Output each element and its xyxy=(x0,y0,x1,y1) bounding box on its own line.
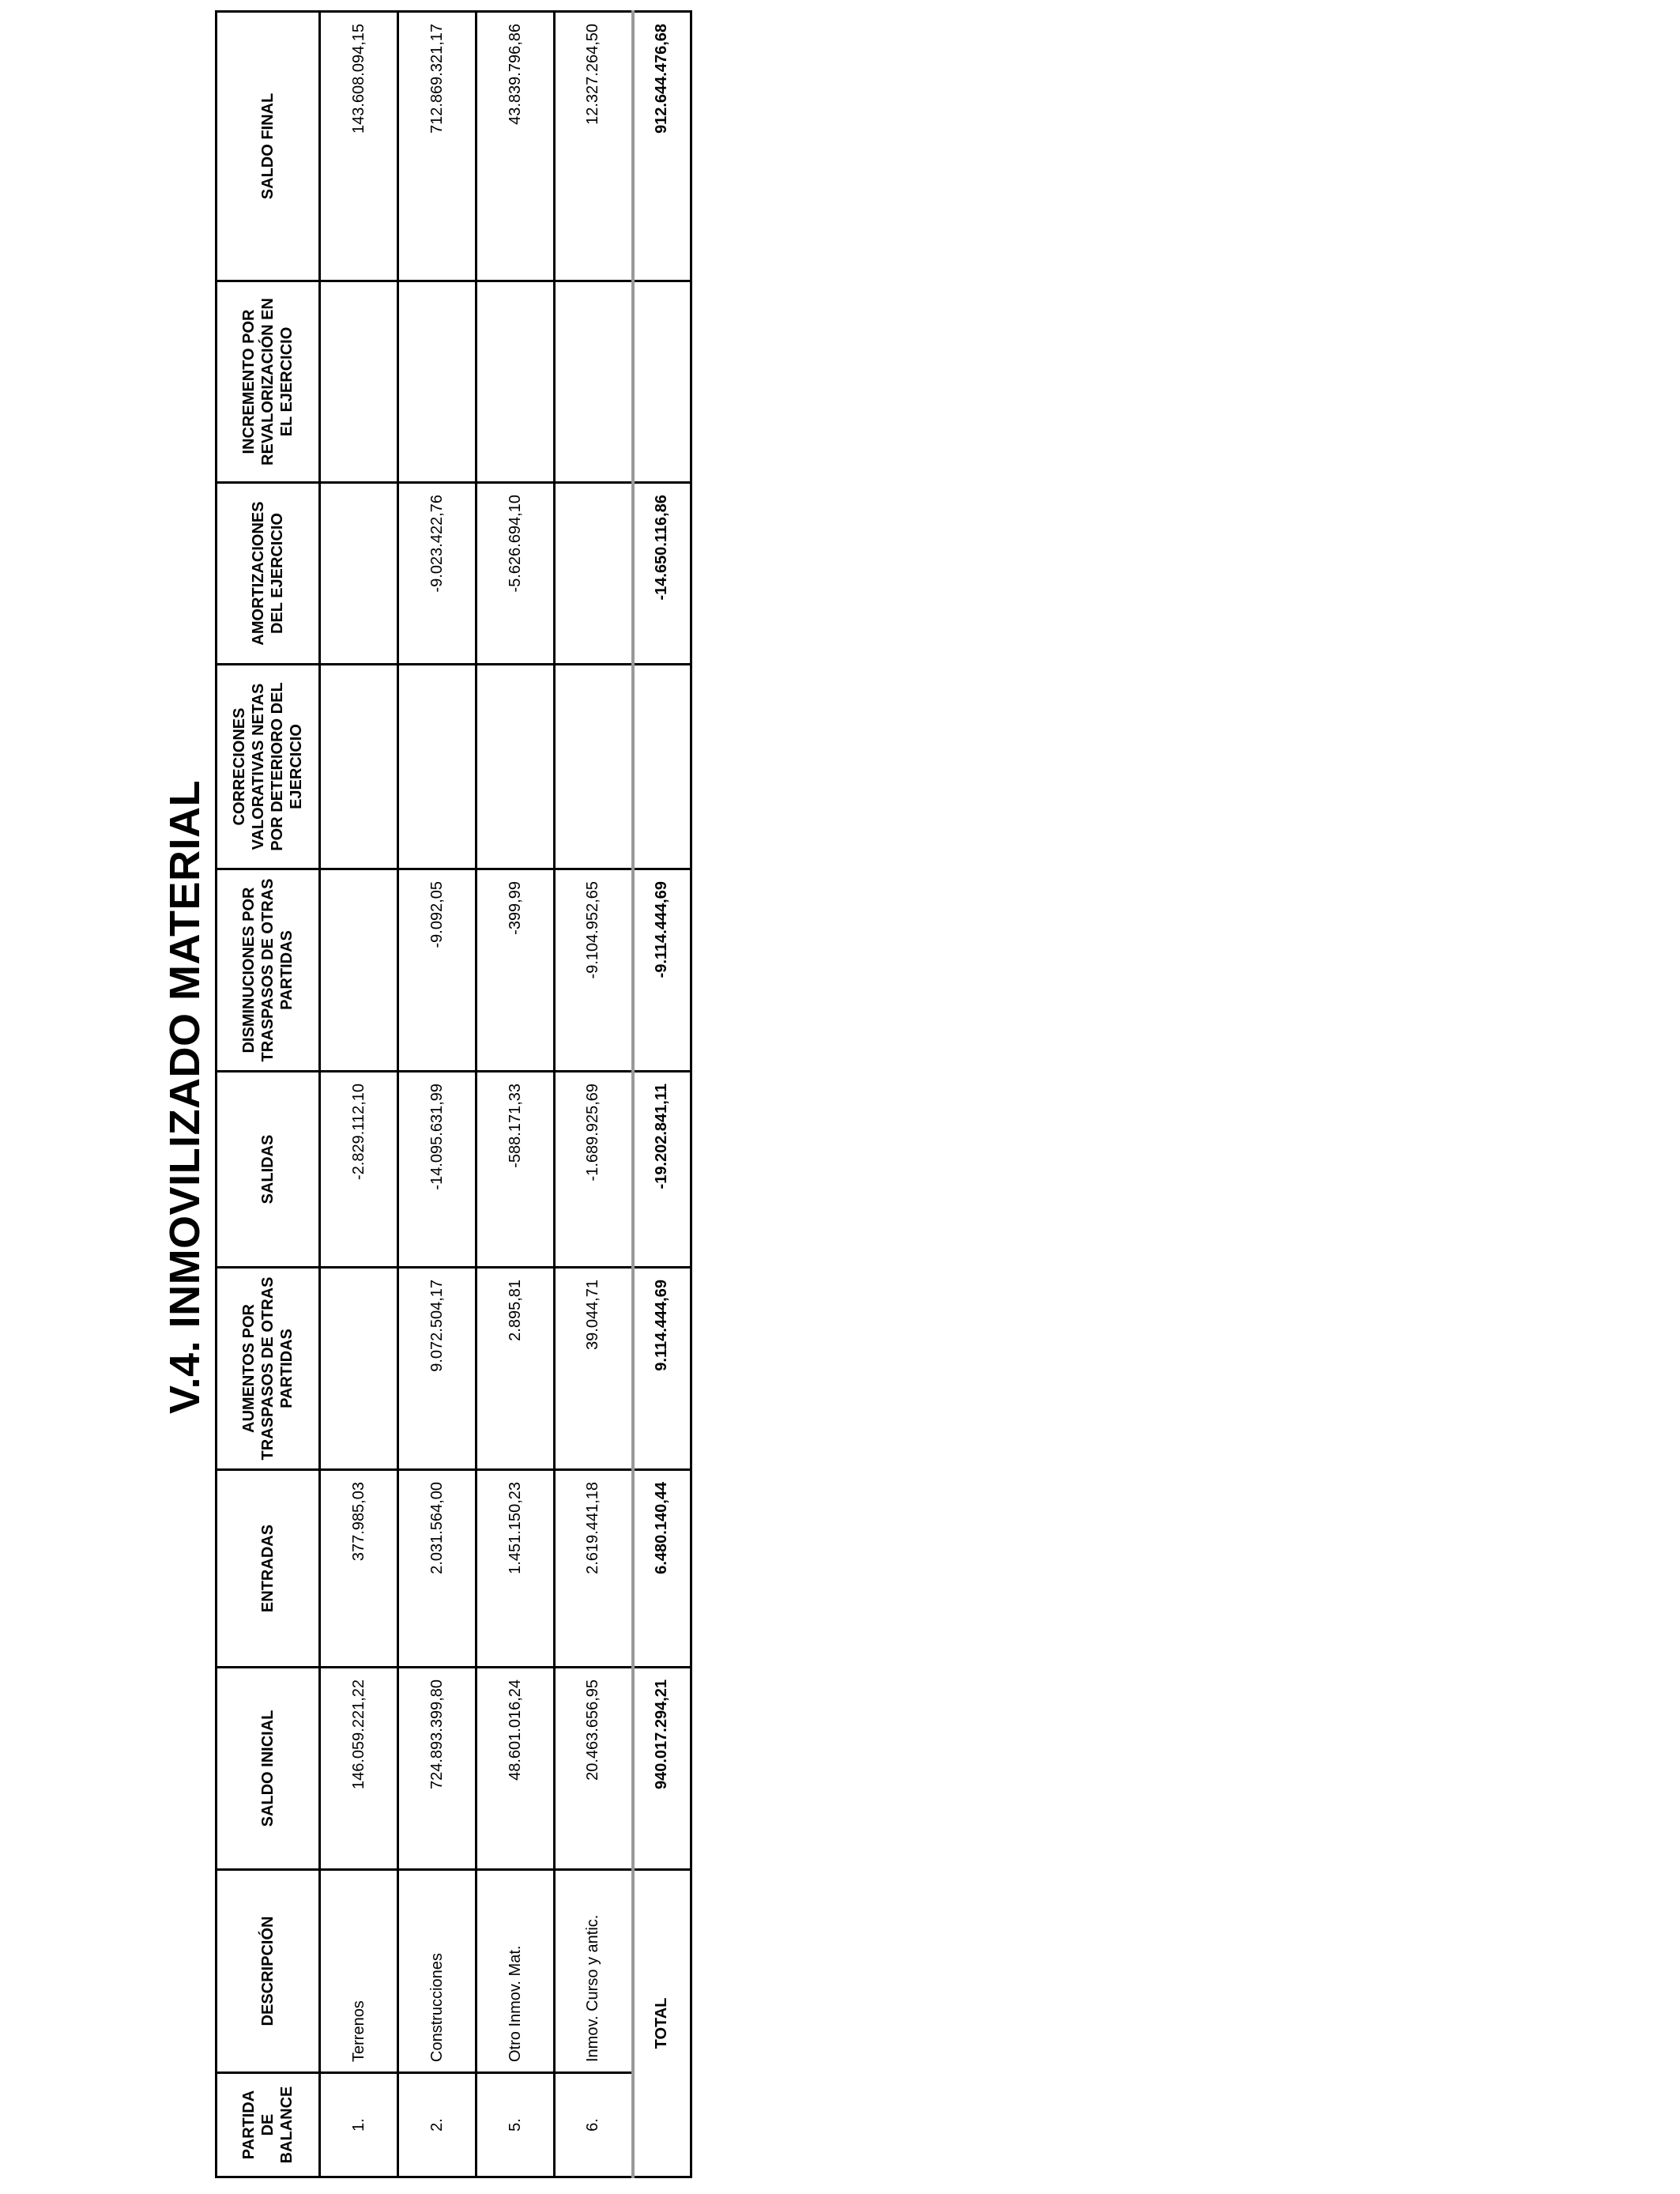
cell-saldo-final: 12.327.264,50 xyxy=(555,12,633,281)
cell-saldo-final: 712.869.321,17 xyxy=(398,12,477,281)
total-entradas: 6.480.140,44 xyxy=(633,1470,691,1668)
cell-saldo-inicial: 146.059.221,22 xyxy=(320,1668,398,1870)
header-amortizaciones: AMORTIZACIONES DEL EJERCICIO xyxy=(217,483,320,665)
cell-salidas: -1.689.925,69 xyxy=(555,1072,633,1268)
cell-incremento xyxy=(398,281,477,483)
cell-disminuciones: -399,99 xyxy=(477,869,555,1072)
cell-entradas: 2.619.441,18 xyxy=(555,1470,633,1668)
header-partida: PARTIDA DE BALANCE xyxy=(217,2073,320,2177)
table-row xyxy=(398,12,477,2177)
header-aumentos: AUMENTOS POR TRASPASOS DE OTRAS PARTIDAS xyxy=(217,1268,320,1470)
cell-saldo-final: 143.608.094,15 xyxy=(320,12,398,281)
header-entradas: ENTRADAS xyxy=(217,1470,320,1668)
cell-saldo-final: 43.839.796,86 xyxy=(477,12,555,281)
cell-entradas: 2.031.564,00 xyxy=(398,1470,477,1668)
total-aumentos: 9.114.444,69 xyxy=(633,1268,691,1470)
cell-entradas: 377.985,03 xyxy=(320,1470,398,1668)
page-title: V.4. INMOVILIZADO MATERIAL xyxy=(161,779,209,1415)
cell-entradas: 1.451.150,23 xyxy=(477,1470,555,1668)
cell-partida: 5. xyxy=(477,2073,555,2177)
cell-saldo-inicial: 20.463.656,95 xyxy=(555,1668,633,1870)
cell-partida: 6. xyxy=(555,2073,633,2177)
cell-salidas: -2.829.112,10 xyxy=(320,1072,398,1268)
cell-aumentos: 39.044,71 xyxy=(555,1268,633,1470)
cell-aumentos: 2.895,81 xyxy=(477,1268,555,1470)
header-saldo-inicial: SALDO INICIAL xyxy=(217,1668,320,1870)
header-correcciones: CORRECIONES VALORATIVAS NETAS POR DETERIORO DEL EJERCICIO xyxy=(217,665,320,869)
cell-correcciones xyxy=(555,665,633,869)
total-label: TOTAL xyxy=(633,1870,691,2177)
total-saldo-inicial: 940.017.294,21 xyxy=(633,1668,691,1870)
cell-descripcion: Construcciones xyxy=(398,1870,477,2073)
header-disminuciones: DISMINUCIONES POR TRASPASOS DE OTRAS PARTIDAS xyxy=(217,869,320,1072)
header-salidas: SALIDAS xyxy=(217,1072,320,1268)
cell-amortizaciones xyxy=(320,483,398,665)
total-row xyxy=(633,12,691,2177)
cell-saldo-inicial: 48.601.016,24 xyxy=(477,1668,555,1870)
total-saldo-final: 912.644.476,68 xyxy=(633,12,691,281)
cell-incremento xyxy=(477,281,555,483)
cell-amortizaciones: -5.626.694,10 xyxy=(477,483,555,665)
total-incremento xyxy=(633,281,691,483)
cell-salidas: -14.095.631,99 xyxy=(398,1072,477,1268)
cell-disminuciones: -9.104.952,65 xyxy=(555,869,633,1072)
cell-incremento xyxy=(320,281,398,483)
header-saldo-final: SALDO FINAL xyxy=(217,12,320,281)
cell-descripcion: Otro Inmov. Mat. xyxy=(477,1870,555,2073)
header-descripcion: DESCRIPCIÓN xyxy=(217,1870,320,2073)
cell-descripcion: Inmov. Curso y antic. xyxy=(555,1870,633,2073)
table-row xyxy=(555,12,633,2177)
cell-aumentos xyxy=(320,1268,398,1470)
cell-correcciones xyxy=(320,665,398,869)
total-amortizaciones: -14.650.116,86 xyxy=(633,483,691,665)
table-row xyxy=(320,12,398,2177)
total-salidas: -19.202.841,11 xyxy=(633,1072,691,1268)
cell-partida: 2. xyxy=(398,2073,477,2177)
cell-aumentos: 9.072.504,17 xyxy=(398,1268,477,1470)
cell-amortizaciones xyxy=(555,483,633,665)
total-disminuciones: -9.114.444,69 xyxy=(633,869,691,1072)
cell-disminuciones xyxy=(320,869,398,1072)
cell-correcciones xyxy=(477,665,555,869)
table-row xyxy=(477,12,555,2177)
cell-saldo-inicial: 724.893.399,80 xyxy=(398,1668,477,1870)
header-incremento: INCREMENTO POR REVALORIZACIÓN EN EL EJERCICIO xyxy=(217,281,320,483)
cell-partida: 1. xyxy=(320,2073,398,2177)
total-correcciones xyxy=(633,665,691,869)
cell-amortizaciones: -9.023.422,76 xyxy=(398,483,477,665)
cell-incremento xyxy=(555,281,633,483)
cell-correcciones xyxy=(398,665,477,869)
cell-disminuciones: -9.092,05 xyxy=(398,869,477,1072)
inmovilizado-table xyxy=(215,10,692,2178)
cell-salidas: -588.171,33 xyxy=(477,1072,555,1268)
header-row xyxy=(217,12,320,2177)
cell-descripcion: Terrenos xyxy=(320,1870,398,2073)
